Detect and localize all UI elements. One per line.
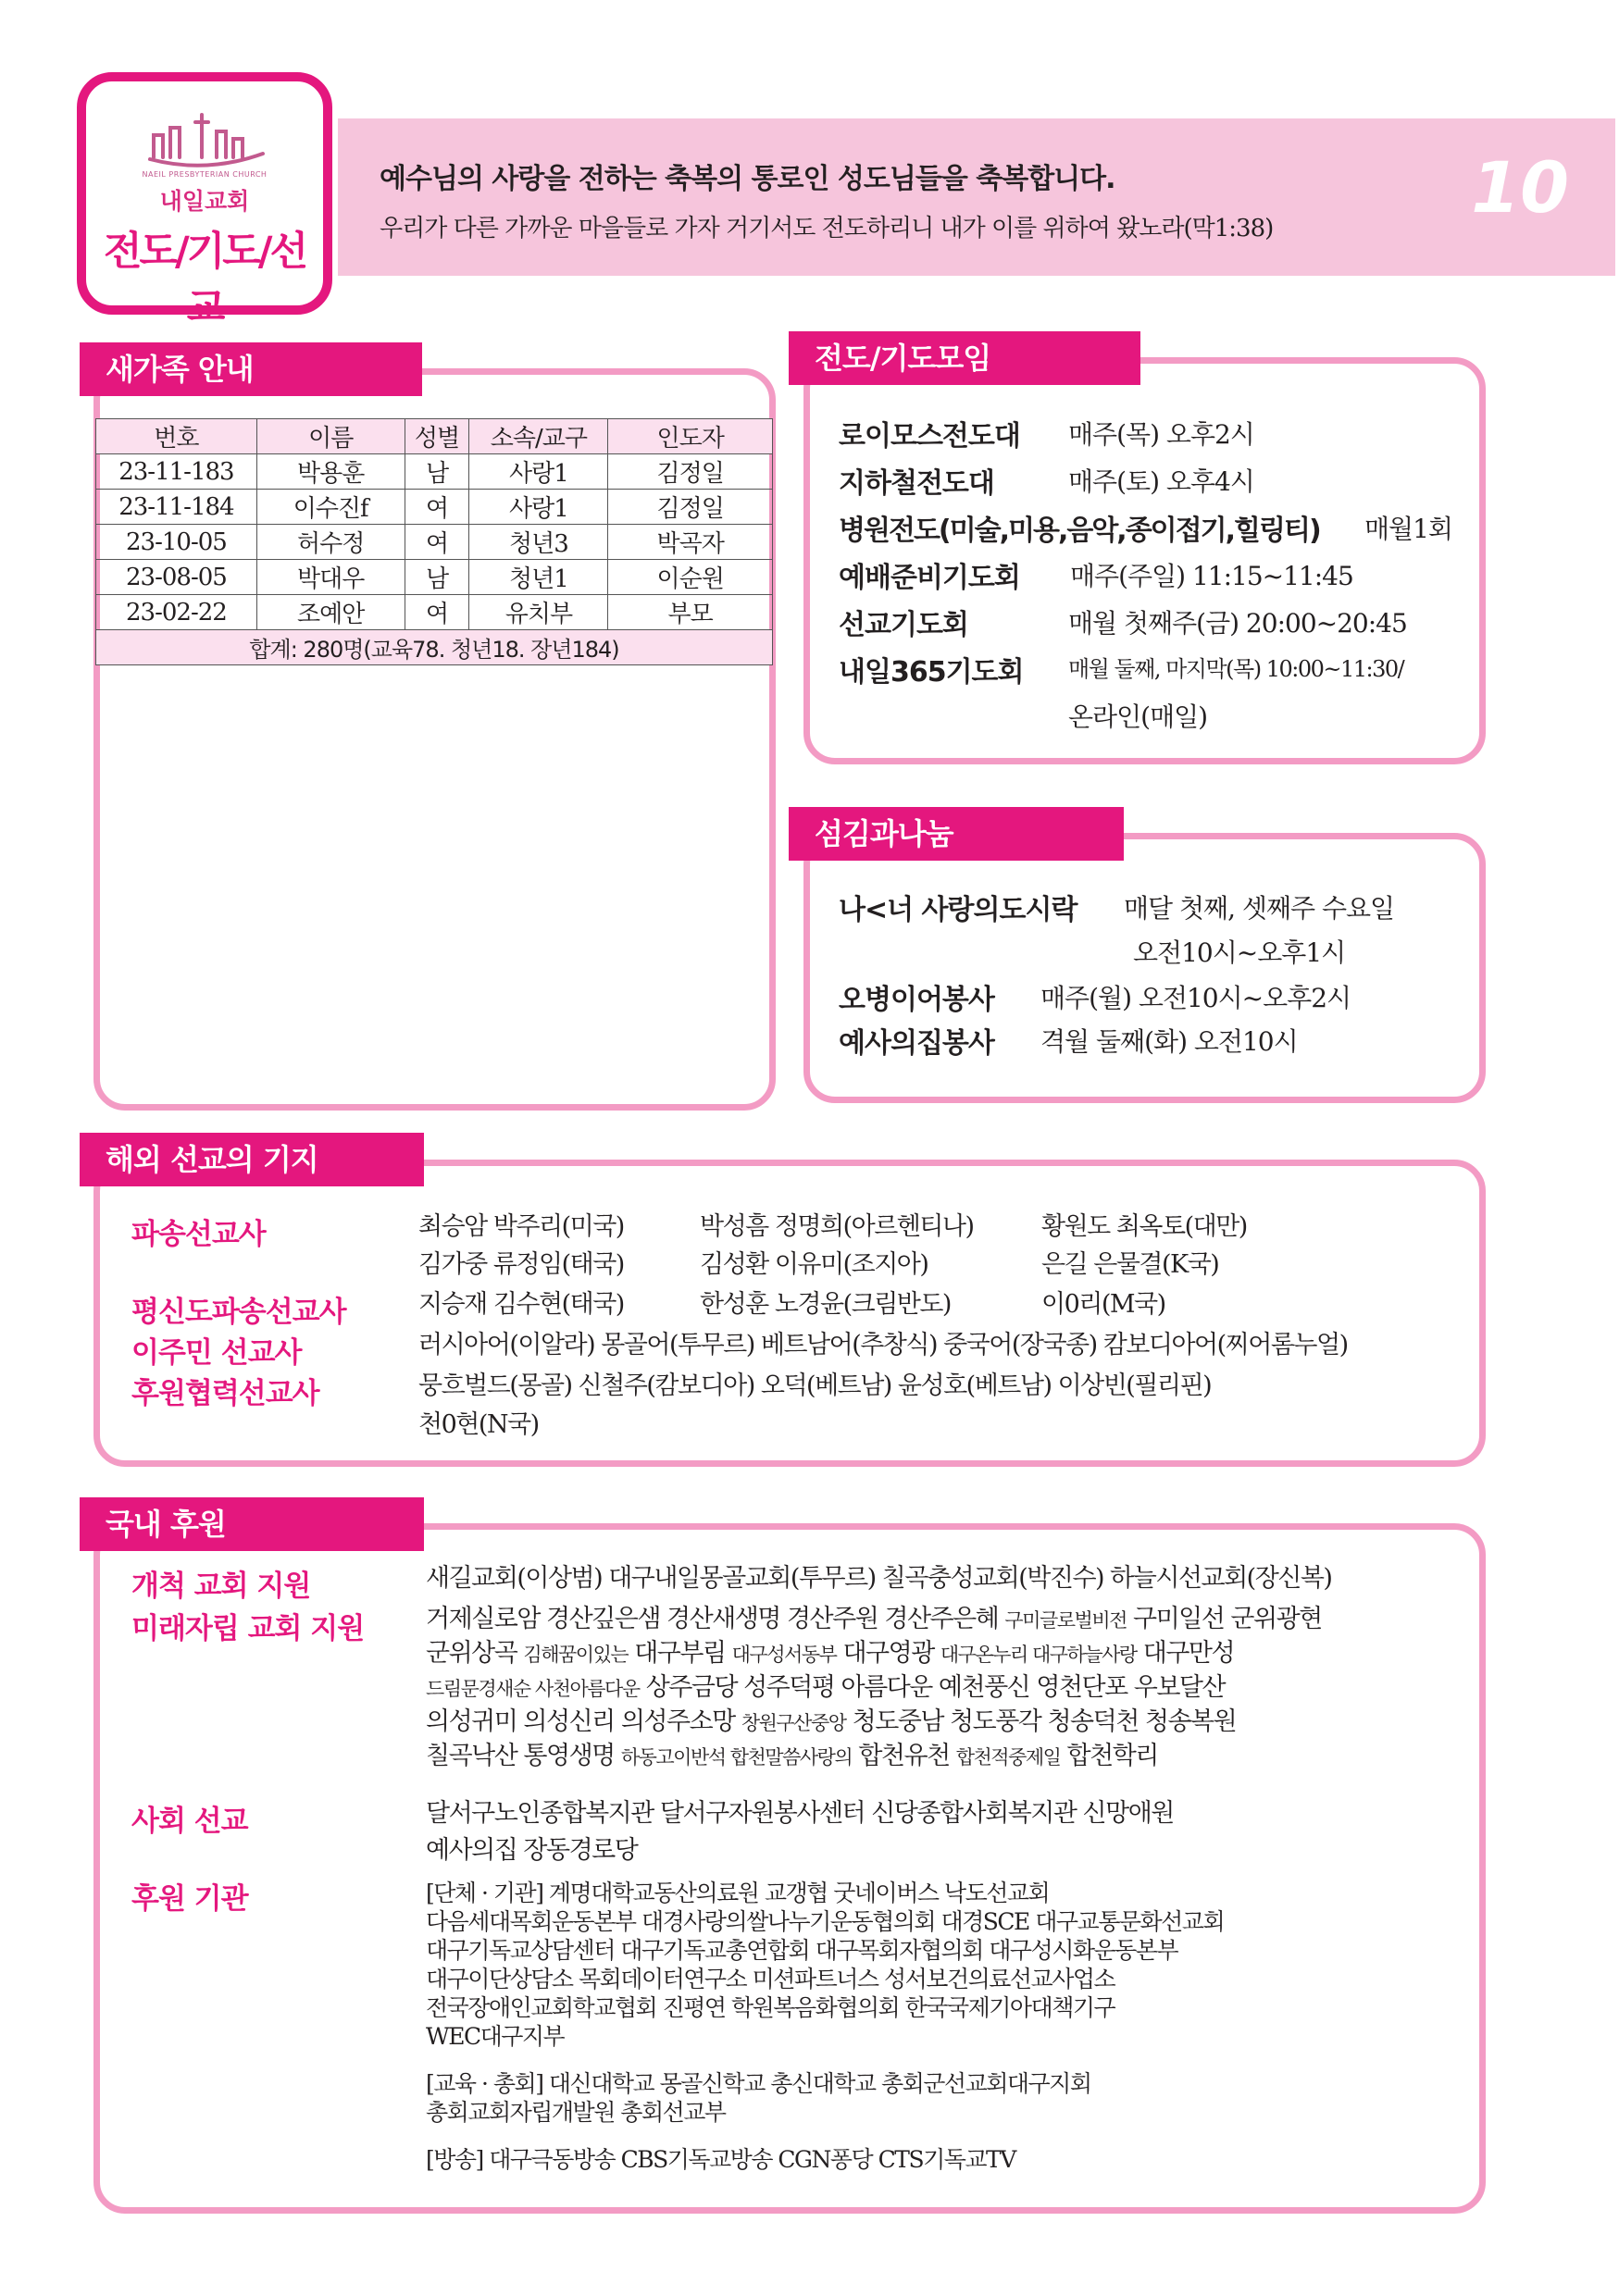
column-header: 인도자 bbox=[608, 419, 773, 454]
table-header-row bbox=[96, 419, 773, 454]
dispatch-name: 은길 은물결(K국) bbox=[1041, 1250, 1219, 1279]
evangelism-value: 매주(주일) 11:15~11:45 bbox=[1070, 561, 1353, 591]
support-missionary-label: 후원협력선교사 bbox=[131, 1377, 319, 1410]
serving-heading: 섬김과나눔 bbox=[789, 807, 1124, 861]
serving-value-cont: 오전10시~오후1시 bbox=[1133, 937, 1346, 968]
cell-number: 23-10-05 bbox=[96, 525, 257, 560]
new-family-table bbox=[95, 418, 773, 665]
future-church-name: 드림문경새순 사천아름다운 bbox=[426, 1678, 640, 1700]
future-church-name: 청도중남 청도풍각 청송덕천 청송복원 bbox=[845, 1707, 1237, 1736]
future-church-name: 구미일선 군위광현 bbox=[1126, 1605, 1322, 1633]
cell-guide: 김정일 bbox=[608, 490, 773, 525]
pioneer-church-list: 새길교회(이상범) 대구내일몽골교회(투무르) 칠곡충성교회(박진수) 하늘시선교회(장신복) bbox=[426, 1564, 1332, 1593]
future-church-name: 구미글로벌비전 bbox=[1004, 1609, 1127, 1632]
agency-line: 다음세대목회운동본부 대경사랑의쌀나누기운동협의회 대경SCE 대구교통문화선교회 bbox=[426, 1908, 1225, 1935]
future-church-line bbox=[426, 1706, 1322, 1740]
social-mission-label: 사회 선교 bbox=[131, 1805, 248, 1838]
domestic-heading: 국내 후원 bbox=[80, 1497, 424, 1551]
support-missionary-list: 뭉흐벌드(몽골) 신철주(캄보디아) 오덕(베트남) 윤성호(베트남) 이상빈(필리핀) bbox=[418, 1371, 1212, 1400]
future-church-line bbox=[426, 1603, 1322, 1637]
church-skyline-icon bbox=[146, 111, 267, 172]
evangelism-label: 지하철전도대 bbox=[839, 467, 994, 500]
new-family-heading: 새가족 안내 bbox=[80, 342, 422, 396]
cell-guide: 김정일 bbox=[608, 454, 773, 490]
lay-missionary-name: 이0리(M국) bbox=[1041, 1290, 1165, 1319]
cell-guide: 박곡자 bbox=[608, 525, 773, 560]
future-church-label: 미래자립 교회 지원 bbox=[131, 1612, 365, 1645]
evangelism-label: 선교기도회 bbox=[839, 609, 968, 641]
future-church-name: 상주금당 성주덕평 아름다운 예천풍신 영천단포 우보달산 bbox=[639, 1673, 1226, 1702]
cell-group: 사랑1 bbox=[469, 490, 608, 525]
future-church-name: 김해꿈이있는 bbox=[523, 1644, 629, 1666]
logo-subtitle: NAEIL PRESBYTERIAN CHURCH bbox=[142, 170, 268, 179]
column-header: 성별 bbox=[405, 419, 469, 454]
cell-gender: 여 bbox=[405, 525, 469, 560]
cell-number: 23-02-22 bbox=[96, 595, 257, 630]
page-number: 10 bbox=[1471, 146, 1569, 229]
serving-value: 격월 둘째(화) 오전10시 bbox=[1040, 1026, 1298, 1057]
cell-group: 사랑1 bbox=[469, 454, 608, 490]
overseas-heading: 해외 선교의 기지 bbox=[80, 1133, 424, 1186]
cell-gender: 남 bbox=[405, 454, 469, 490]
migrant-missionary-label: 이주민 선교사 bbox=[131, 1336, 302, 1370]
pioneer-church-label: 개척 교회 지원 bbox=[131, 1570, 311, 1603]
cell-group: 유치부 bbox=[469, 595, 608, 630]
future-church-name: 대구만성 bbox=[1136, 1639, 1235, 1668]
agency-list bbox=[426, 1879, 1224, 2051]
cell-name: 허수정 bbox=[256, 525, 405, 560]
future-church-name: 대구온누리 대구하늘사랑 bbox=[940, 1644, 1137, 1666]
cell-name: 박용훈 bbox=[256, 454, 405, 490]
dispatch-name: 김가중 류정임(태국) bbox=[418, 1250, 624, 1279]
agency-line: 대구기독교상담센터 대구기독교총연합회 대구목회자협의회 대구성시화운동본부 bbox=[426, 1937, 1178, 1964]
future-church-name: 대구부림 bbox=[628, 1639, 732, 1668]
future-church-line bbox=[426, 1637, 1322, 1671]
future-church-lines bbox=[426, 1603, 1322, 1774]
serving-value: 매주(월) 오전10시~오후2시 bbox=[1040, 983, 1351, 1013]
evangelism-value: 매주(토) 오후4시 bbox=[1068, 466, 1254, 497]
cell-guide: 이순원 bbox=[608, 560, 773, 595]
serving-label: 오병이어봉사 bbox=[839, 984, 994, 1016]
table-row bbox=[96, 525, 773, 560]
evangelism-value: 매월 첫째주(금) 20:00~20:45 bbox=[1068, 608, 1407, 639]
future-church-name: 합천유천 bbox=[852, 1742, 956, 1770]
social-mission-list: 예사의집 장동경로당 bbox=[426, 1836, 638, 1865]
dispatch-label: 파송선교사 bbox=[131, 1218, 266, 1251]
serving-label: 예사의집봉사 bbox=[839, 1027, 994, 1060]
future-church-name: 의성귀미 의성신리 의성주소망 bbox=[426, 1707, 741, 1736]
cell-number: 23-08-05 bbox=[96, 560, 257, 595]
column-header: 이름 bbox=[256, 419, 405, 454]
support-missionary-list: 천0현(N국) bbox=[418, 1410, 539, 1439]
lay-missionary-label: 평신도파송선교사 bbox=[131, 1296, 346, 1329]
section-main-title: 전도/기도/선교 bbox=[103, 229, 306, 331]
social-mission-list: 달서구노인종합복지관 달서구자원봉사센터 신당종합사회복지관 신망애원 bbox=[426, 1799, 1174, 1828]
agency-line: 대구이단상담소 목회데이터연구소 미션파트너스 성서보건의료선교사업소 bbox=[426, 1966, 1115, 1992]
cell-guide: 부모 bbox=[608, 595, 773, 630]
evangelism-label: 로이모스전도대 bbox=[839, 420, 1020, 453]
cell-number: 23-11-184 bbox=[96, 490, 257, 525]
future-church-name: 합천적중제일 bbox=[955, 1746, 1061, 1769]
dispatch-name: 황원도 최옥토(대만) bbox=[1041, 1212, 1247, 1241]
evangelism-label: 예배준비기도회 bbox=[839, 562, 1020, 594]
future-church-line bbox=[426, 1671, 1322, 1706]
future-church-name: 합천학리 bbox=[1060, 1742, 1158, 1770]
church-logo-box bbox=[77, 72, 332, 331]
column-header: 번호 bbox=[96, 419, 257, 454]
broadcast-line: [방송] 대구극동방송 CBS기독교방송 CGN퐁당 CTS기독교TV bbox=[426, 2146, 1015, 2173]
bible-verse: 우리가 다른 가까운 마을들로 가자 거기서도 전도하리니 내가 이를 위하여 왔노라(막1:38) bbox=[380, 215, 1274, 242]
future-church-name: 대구성서동부 bbox=[731, 1644, 837, 1666]
lay-missionary-name: 지승재 김수현(태국) bbox=[418, 1290, 624, 1319]
header-band bbox=[338, 118, 1615, 276]
future-church-list bbox=[426, 1603, 1322, 1774]
future-church-name: 창원구산중앙 bbox=[741, 1712, 846, 1734]
table-row bbox=[96, 454, 773, 490]
support-agency-label: 후원 기관 bbox=[131, 1882, 248, 1916]
future-church-name: 거제실로암 경산깊은샘 경산새생명 경산주원 경산주은혜 bbox=[426, 1605, 1005, 1633]
education-list bbox=[426, 2069, 1091, 2127]
agency-line: [단체 · 기관] 계명대학교동산의료원 교갱협 굿네이버스 낙도선교회 bbox=[426, 1880, 1050, 1906]
logo-church-name: 내일교회 bbox=[159, 188, 250, 215]
future-church-line bbox=[426, 1740, 1322, 1774]
cell-name: 박대우 bbox=[256, 560, 405, 595]
table-row bbox=[96, 490, 773, 525]
future-church-name: 대구영광 bbox=[836, 1639, 940, 1668]
cell-name: 조예안 bbox=[256, 595, 405, 630]
migrant-missionary-list: 러시아어(이알라) 몽골어(투무르) 베트남어(추창식) 중국어(장국종) 캄보디아어(찌어롬누얼) bbox=[418, 1331, 1348, 1359]
cell-number: 23-11-183 bbox=[96, 454, 257, 490]
future-church-name: 하동고이반석 합천말씀사랑의 bbox=[620, 1746, 853, 1769]
cell-group: 청년1 bbox=[469, 560, 608, 595]
dispatch-name: 박성흠 정명희(아르헨티나) bbox=[700, 1212, 974, 1241]
cell-gender: 여 bbox=[405, 595, 469, 630]
table-total: 합계: 280명(교육78. 청년18. 장년184) bbox=[96, 630, 773, 665]
cell-gender: 남 bbox=[405, 560, 469, 595]
table-total-row bbox=[96, 630, 773, 665]
future-church-name: 군위상곡 bbox=[426, 1639, 524, 1668]
column-header: 소속/교구 bbox=[469, 419, 608, 454]
serving-label: 나<너 사랑의도시락 bbox=[839, 894, 1077, 926]
evangelism-heading: 전도/기도모임 bbox=[789, 331, 1140, 385]
headline: 예수님의 사랑을 전하는 축복의 통로인 성도님들을 축복합니다. bbox=[380, 163, 1115, 195]
lay-missionary-name: 한성훈 노경윤(크림반도) bbox=[700, 1290, 951, 1319]
table-row bbox=[96, 560, 773, 595]
evangelism-label: 내일365기도회 bbox=[839, 656, 1024, 689]
evangelism-label: 병원전도(미술,미용,음악,종이접기,힐링티) bbox=[839, 515, 1320, 547]
education-line: 총회교회자립개발원 총회선교부 bbox=[426, 2099, 726, 2126]
evangelism-value: 매월 둘째, 마지막(목) 10:00~11:30/ bbox=[1068, 656, 1404, 682]
evangelism-value-cont: 온라인(매일) bbox=[1068, 701, 1208, 732]
dispatch-name: 김성환 이유미(조지아) bbox=[700, 1250, 928, 1279]
evangelism-value: 매월1회 bbox=[1364, 514, 1452, 544]
dispatch-name: 최승암 박주리(미국) bbox=[418, 1212, 624, 1241]
agency-line: WEC대구지부 bbox=[426, 2023, 565, 2050]
cell-name: 이수진f bbox=[256, 490, 405, 525]
agency-line: 전국장애인교회학교협회 진평연 학원복음화협의회 한국국제기아대책기구 bbox=[426, 1994, 1115, 2021]
education-line: [교육 · 총회] 대신대학교 몽골신학교 총신대학교 총회군선교회대구지회 bbox=[426, 2070, 1091, 2097]
cell-group: 청년3 bbox=[469, 525, 608, 560]
evangelism-value: 매주(목) 오후2시 bbox=[1068, 419, 1254, 450]
cell-gender: 여 bbox=[405, 490, 469, 525]
table-row bbox=[96, 595, 773, 630]
serving-value: 매달 첫째, 셋째주 수요일 bbox=[1124, 893, 1395, 924]
future-church-name: 칠곡낙산 통영생명 bbox=[426, 1742, 621, 1770]
